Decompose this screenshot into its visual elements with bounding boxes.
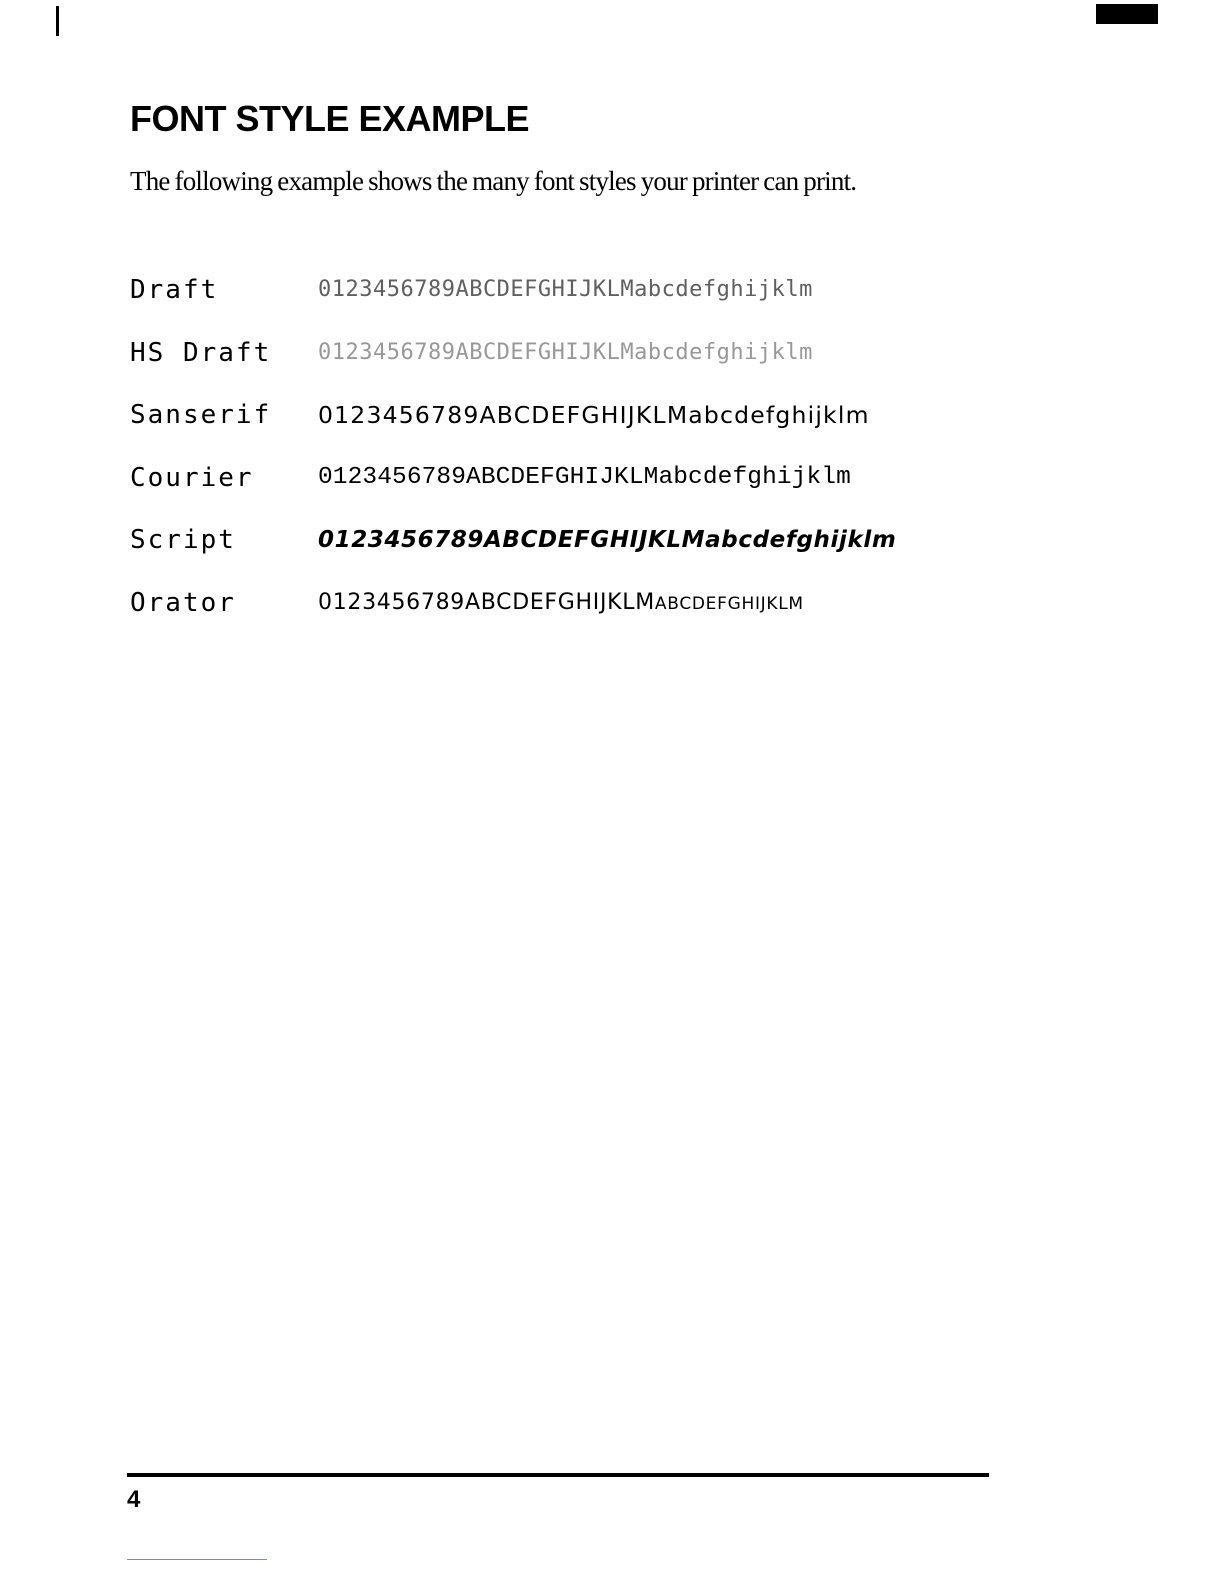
font-row-orator [130,583,1010,646]
font-label: Sanserif [130,400,272,430]
orator-sample-small-caps: ABCDEFGHIJKLM [654,593,804,614]
footer-rule [127,1473,989,1477]
font-label: Courier [130,462,254,493]
font-row-hs-draft [130,333,1010,396]
font-label: Orator [130,587,236,618]
font-row-draft [130,270,1010,333]
intro-text: The following example shows the many font styles your printer can print. [130,166,857,196]
font-label: HS Draft [130,337,272,368]
font-style-table [130,270,1010,645]
font-row-sanserif [130,395,1010,458]
font-row-script [130,520,1010,583]
page-number: 4 [127,1486,141,1513]
font-row-courier [130,458,1010,521]
section-thumb-tab [1096,4,1158,24]
font-sample-sanserif: 0123456789ABCDEFGHIJKLMabcdefghijklm [318,401,870,429]
font-label: Draft [130,275,219,305]
page-heading: FONT STYLE EXAMPLE [130,98,530,139]
font-sample-script: 0123456789ABCDEFGHIJKLMabcdefghijklm [318,527,897,553]
font-sample-orator [318,583,804,624]
bottom-edge-line [127,1559,267,1560]
orator-sample-main: 0123456789ABCDEFGHIJKLM [318,589,655,615]
font-sample-draft: 0123456789ABCDEFGHIJKLMabcdefghijklm [318,277,813,302]
margin-change-bar [56,6,59,36]
font-sample-courier: 0123456789ABCDEFGHIJKLMabcdefghijklm [318,463,851,491]
font-label: Script [130,525,236,555]
font-sample-hs-draft: 0123456789ABCDEFGHIJKLMabcdefghijklm [318,339,813,365]
